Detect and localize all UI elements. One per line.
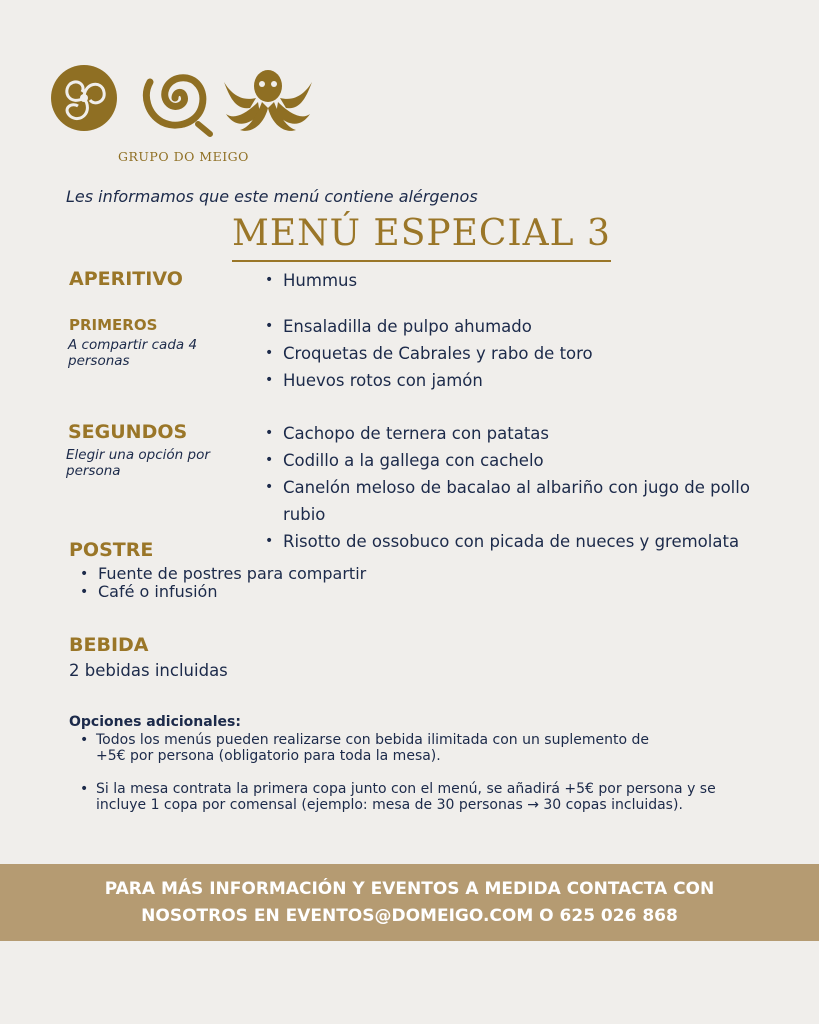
- aperitivo-list: [265, 267, 357, 294]
- triskelion-icon: [51, 65, 117, 131]
- postre-heading: POSTRE: [69, 539, 154, 561]
- menu-title: MENÚ ESPECIAL 3: [232, 212, 611, 262]
- list-item: • Hummus: [265, 267, 357, 294]
- additional-options-heading: Opciones adicionales:: [69, 714, 241, 730]
- allergen-notice: Les informamos que este menú contiene alérgenos: [66, 187, 478, 206]
- octopus-icon: [224, 70, 312, 131]
- segundos-note: Elegir una opción por persona: [66, 447, 210, 479]
- brand-name: GRUPO DO MEIGO: [118, 149, 249, 164]
- list-item: • Cachopo de ternera con patatas: [265, 420, 795, 447]
- contact-banner: [0, 864, 819, 941]
- list-item: • Huevos rotos con jamón: [265, 367, 593, 394]
- aperitivo-heading: APERITIVO: [69, 268, 183, 290]
- list-item: • Café o infusión: [80, 583, 366, 601]
- list-item: • Canelón meloso de bacalao al albariño con jugo de pollo rubio: [265, 474, 763, 528]
- bebida-text: 2 bebidas incluidas: [69, 661, 228, 680]
- list-item: • Fuente de postres para compartir: [80, 565, 366, 583]
- primeros-note: A compartir cada 4 personas: [68, 337, 198, 369]
- spiral-icon: [146, 78, 210, 134]
- postre-list: [80, 565, 366, 601]
- segundos-list: [265, 420, 795, 555]
- list-item: • Ensaladilla de pulpo ahumado: [265, 313, 593, 340]
- list-item: • Todos los menús pueden realizarse con bebida ilimitada con un suplemento de +5€ por persona (obligatorio para toda la mesa).: [70, 732, 656, 764]
- primeros-list: [265, 313, 593, 394]
- list-item: • Croquetas de Cabrales y rabo de toro: [265, 340, 593, 367]
- segundos-heading: SEGUNDOS: [68, 421, 188, 443]
- list-item: • Risotto de ossobuco con picada de nueces y gremolata: [265, 528, 795, 555]
- primeros-heading: PRIMEROS: [69, 316, 158, 334]
- additional-options-list: [70, 732, 760, 813]
- list-item: • Si la mesa contrata la primera copa junto con el menú, se añadirá +5€ por persona y se incluye 1 copa por comensal (ejemplo: mesa de 30 personas → 30 copas incluidas).: [70, 781, 746, 813]
- bebida-heading: BEBIDA: [69, 634, 149, 656]
- contact-text: PARA MÁS INFORMACIÓN Y EVENTOS A MEDIDA CONTACTA CON NOSOTROS EN EVENTOS@DOMEIGO.COM O 625 026 868: [104, 878, 715, 926]
- list-item: • Codillo a la gallega con cachelo: [265, 447, 795, 474]
